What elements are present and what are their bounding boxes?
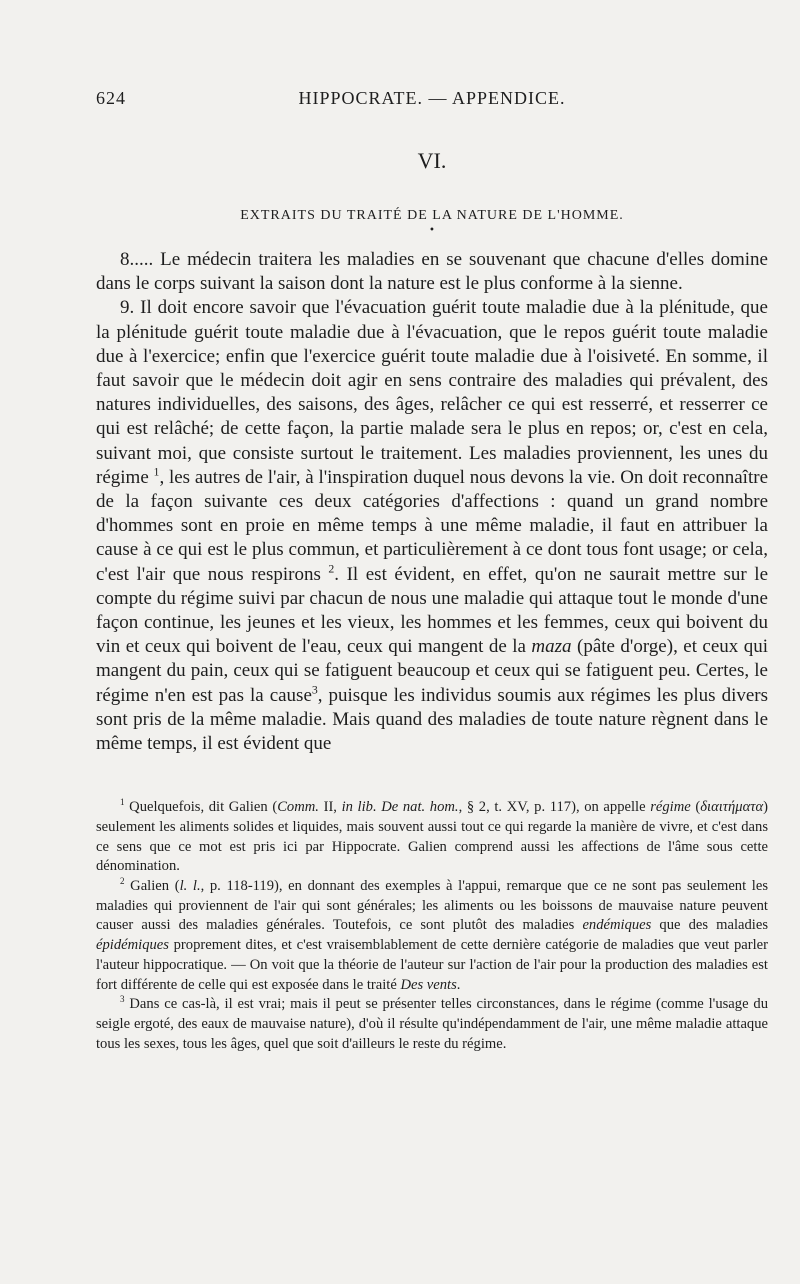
footnote [96,798,768,877]
text-run: proprement dites, et c'est vraisemblablement de cette dernière catégorie de maladies que veut parler l'auteur hippocratique. — On voit que la théorie de l'auteur sur l'action de l'air pour la production des maladies est fort différente de celle qui est exposée dans le traité [96,937,768,993]
text-run: (pâte d'orge), et ceux qui mangent du pain, ceux qui se fatiguent beaucoup et ceux qui se fatiguent peu. Certes, le régime n'en est pas la cause [96,636,769,706]
footnote-ref: 1 [120,797,125,808]
running-header [96,80,768,114]
footnote [96,877,768,995]
text-run: II, [318,799,342,816]
italic-text: διαιτήματα [700,799,764,816]
italic-text: épidémiques [96,937,169,954]
footnote-ref: 3 [311,683,318,697]
footnote [96,995,768,1054]
italic-text: Comm. [277,799,319,816]
italic-text: Des vents [400,976,457,993]
footnote-ref: 2 [120,876,125,887]
footnote-ref: 1 [153,465,160,479]
text-run: . [456,976,461,993]
section-title: EXTRAITS DU TRAITÉ DE LA NATURE DE L'HOMME. [240,208,624,223]
italic-text: maza [531,636,572,658]
text-run: . Il est évident, en effet, qu'on ne saurait mettre sur le compte du régime suivi par chacun de nous une maladie qui attaque tout le monde d'une façon continue, les jeunes et les vieux, les hommes et les femmes, ceux qui boivent du vin et ceux qui boivent de l'eau, ceux qui mangent de la [96,563,768,658]
paragraph [96,248,768,296]
footnote-ref: 3 [120,994,125,1005]
book-page [96,80,768,1054]
running-title: HIPPOCRATE. — APPENDICE. [298,88,566,108]
printer-mark: • [429,225,435,236]
text-run: que des maladies [651,917,768,934]
text-run: , § 2, t. XV, p. 117), on appelle [458,799,651,816]
text-run: Dans ce cas-là, il est vrai; mais il peut se présenter telles circonstances, dans le régime (comme l'usage du seigle ergoté, des eaux de mauvaise nature), d'où il résulte qu'indépendamment de l'air, une même maladie attaque tous les sexes, tous les âges, quel que soit d'ailleurs le reste du régime. [96,996,768,1052]
text-run: 8..... Le médecin traitera les maladies en se souvenant que chacune d'elles domine dans le corps suivant la saison dont la nature est le plus conforme à la sienne. [96,249,768,295]
italic-text: régime [650,799,691,816]
footnote-ref: 2 [328,562,335,576]
italic-text: in lib. De nat. hom. [341,799,459,816]
text-run: Galien ( [124,878,180,895]
text-run: , p. 118-119), en donnant des exemples à l'appui, remarque que ce ne sont pas seulement les maladies qui proviennent de l'air qui sont générales; les aliments ou les boissons de mauvaise nature peuvent causer aussi des maladies générales. Toutefois, ce sont plutôt des maladies [96,878,768,934]
text-run: ) seulement les aliments solides et liquides, mais souvent aussi tout ce qui regarde la manière de vivre, et c'est dans ce sens que ce mot est pris ici par Hippocrate. Galien comprend aussi les affections de l'âme sous cette dénomination. [96,799,768,875]
paragraph [96,296,768,756]
italic-text: endémiques [582,917,652,934]
text-run: , puisque les individus soumis aux régimes les plus divers sont pris de la même maladie. Mais quand des maladies de toute nature règnent dans le même temps, il est évident que [96,684,768,755]
text-run: 9. Il doit encore savoir que l'évacuation guérit toute maladie due à la plénitude, que la plénitude guérit toute maladie due à l'évacuation, que le repos guérit toute maladie due à l'exercice; enfin que l'exercice guérit toute maladie due à l'oisiveté. En somme, il faut savoir que le médecin doit agir en sens contraire des maladies qui prévalent, des natures individuelles, des saisons, des âges, relâcher ce qui est resserré, et resserrer ce qui est relâché; de cette façon, la partie malade sera le plus en repos; or, c'est en cela, suivant moi, que consiste surtout le traitement. Les maladies proviennent, les unes du régime [96,297,768,488]
text-run: ( [690,799,701,816]
page-number: 624 [96,88,126,108]
section-number: VI. [417,148,447,173]
text-run: Quelquefois, dit Galien ( [124,799,278,816]
text-run: , les autres de l'air, à l'inspiration duquel nous devons la vie. On doit reconnaître de la façon suivante ces deux catégories d'affections : quand un grand nombre d'hommes sont en proie en même temps à une même maladie, il faut en attribuer la cause à ce qui est le plus commun, et particulièrement à ce dont tous font usage; or cela, c'est l'air que nous respirons [96,466,768,585]
main-text [96,248,768,756]
italic-text: l. l. [179,878,201,895]
footnotes [96,798,768,1054]
